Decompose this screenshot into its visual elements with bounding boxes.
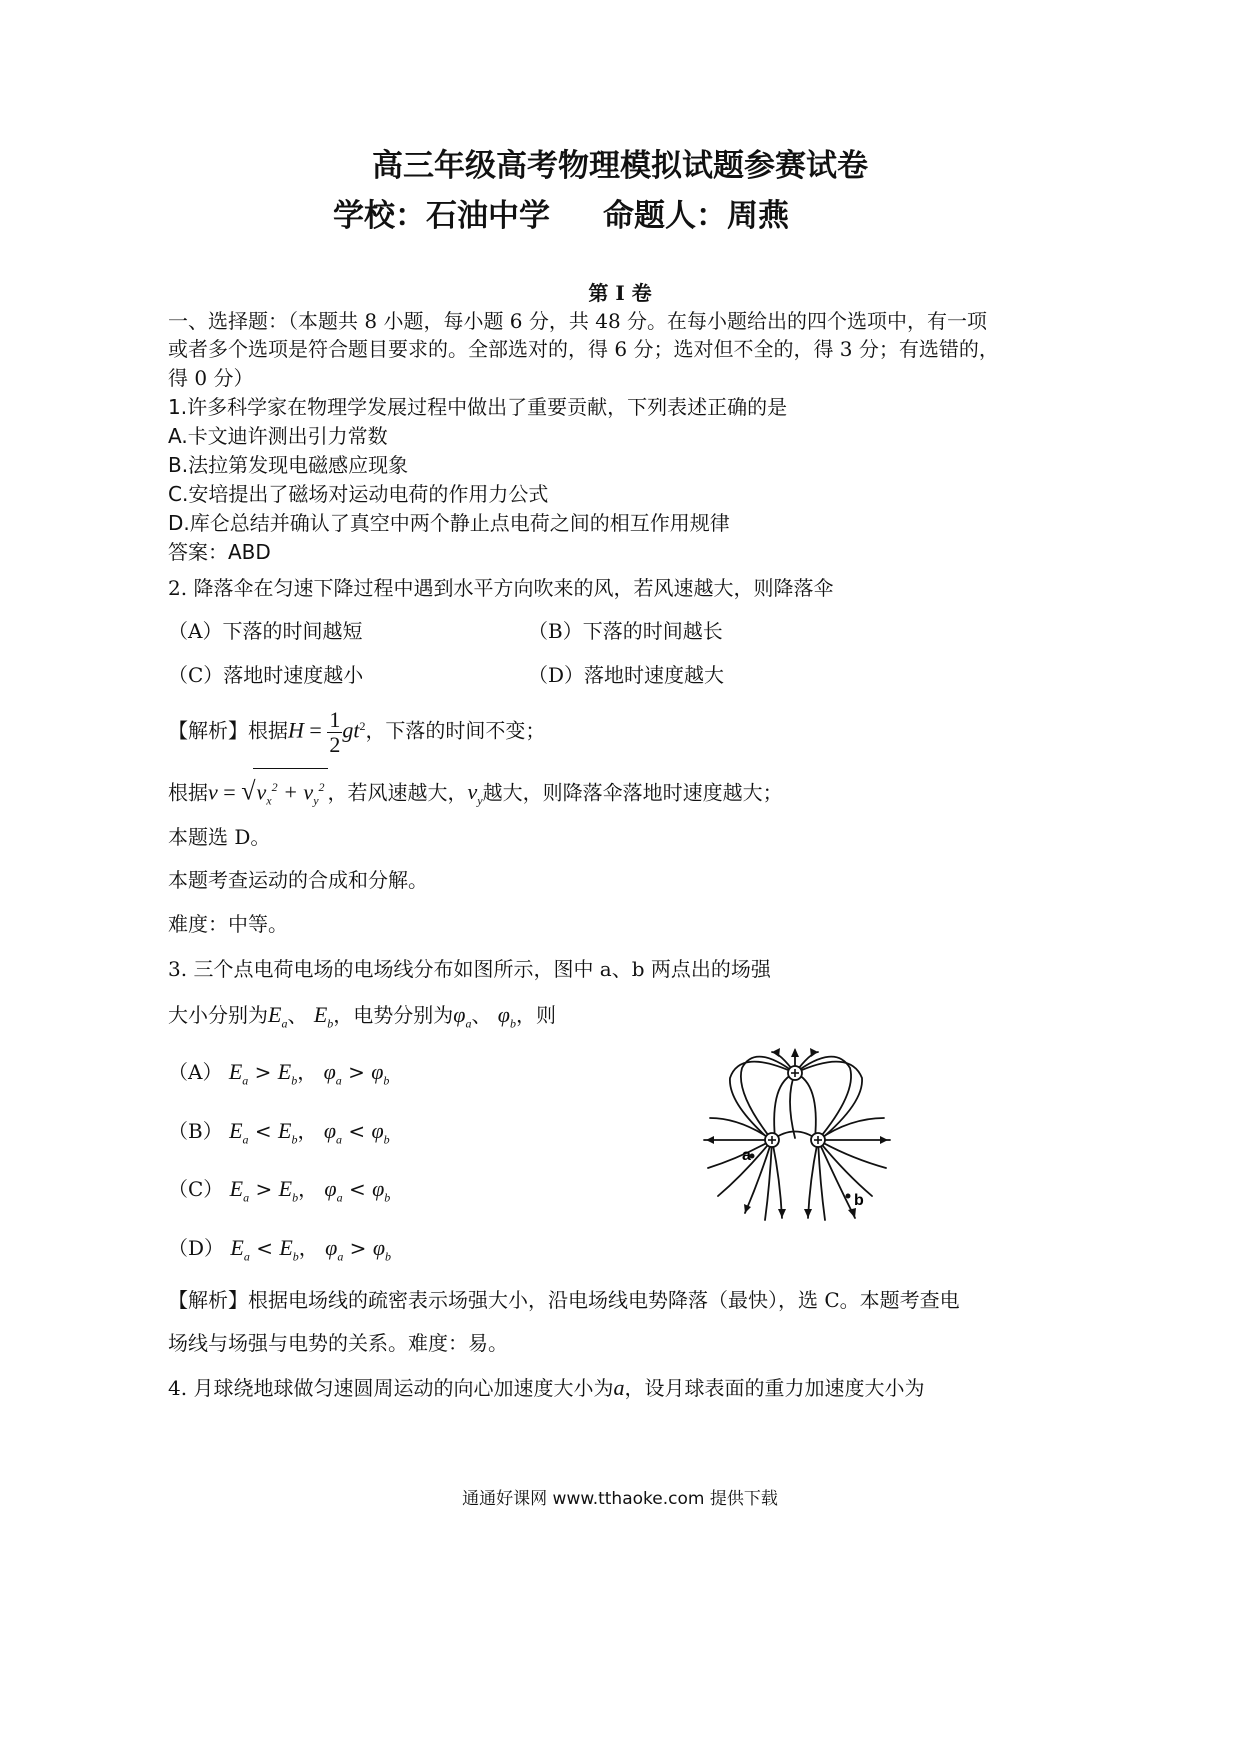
footer-text: 通通好课网 www.tthaoke.com 提供下载 [462,1489,778,1509]
q3-option-d: （D） $E_a < E_b$， $\varphi_a > \varphi_b$ [168,1235,391,1264]
q3-stem-line1: 3. 三个点电荷电场的电场线分布如图所示，图中 a、b 两点出的场强 [168,957,771,981]
instructions-line: 得 0 分） [168,366,254,390]
q2-option-d: （D）落地时速度越大 [528,663,725,687]
school-label: 学校：石油中学 [333,198,550,234]
q3-stem-line2: 大小分别为$E_a$、 $E_b$，电势分别为$\varphi_a$、 $\varphi_b$，则 [168,1002,556,1031]
q1-option: B.法拉第发现电磁感应现象 [168,453,409,477]
q2-option-a: （A）下落的时间越短 [168,619,363,643]
q3-analysis-line2: 场线与场强与电势的关系。难度：易。 [168,1331,508,1355]
instructions-line: 一、选择题：（本题共 8 小题，每小题 6 分，共 48 分。在每小题给出的四个选项中，有一项 [168,309,988,333]
q1-stem: 1.许多科学家在物理学发展过程中做出了重要贡献，下列表述正确的是 [168,395,788,419]
analysis-suffix: ，下落的时间不变； [365,718,546,743]
author-label: 命题人：周燕 [603,198,789,234]
q1-answer: 答案：ABD [168,540,271,564]
stem-text: 4. 月球绕地球做匀速圆周运动的向心加速度大小为 [168,1376,614,1400]
analysis-prefix: 根据 [168,780,208,805]
option-label: （B） [168,1119,223,1143]
q2-option-b: （B）下落的时间越长 [528,619,723,643]
stem-mid: ，电势分别为 [333,1003,454,1027]
point-a-label: a [742,1147,751,1164]
q2-topic-line: 本题考查运动的合成和分解。 [168,868,428,892]
section-title: 第 I 卷 [588,281,652,305]
q2-analysis-line2: 根据$v = √v_x^2 + v_y^2$ ，若风速越大，$v_y$越大，则降落伞落地时速度越大； [168,768,783,819]
electric-field-figure [700,1048,895,1223]
point-b-label: b [854,1192,864,1209]
exam-title: 高三年级高考物理模拟试题参赛试卷 [372,148,868,184]
stem-suffix: ，则 [515,1003,556,1027]
q1-option: A.卡文迪许测出引力常数 [168,424,388,448]
q3-option-a: （A） $E_a > E_b$， $\varphi_a > \varphi_b$ [168,1059,390,1088]
option-label: （C） [168,1177,224,1201]
fraction: $\frac{1}{2}$ [329,706,341,757]
q2-option-c: （C）落地时速度越小 [168,663,364,687]
stem-prefix: 大小分别为 [168,1003,268,1027]
q2-stem: 2. 降落伞在匀速下降过程中遇到水平方向吹来的风，若风速越大，则降落伞 [168,576,834,600]
q2-difficulty-line: 难度：中等。 [168,912,288,936]
q2-analysis-line1: 【解析】根据H = $\frac{1}{2}$ $gt^2$，下落的时间不变； [168,706,546,757]
q3-option-c: （C） $E_a > E_b$， $\varphi_a < \varphi_b$ [168,1176,391,1205]
q3-option-b: （B） $E_a < E_b$， $\varphi_a < \varphi_b$ [168,1118,390,1147]
analysis-mid: ，若风速越大， [327,780,468,805]
analysis-prefix: 【解析】根据 [168,718,288,743]
q1-option: C.安培提出了磁场对运动电荷的作用力公式 [168,482,549,506]
option-label: （D） [168,1236,225,1260]
q4-stem: 4. 月球绕地球做匀速圆周运动的向心加速度大小为a，设月球表面的重力加速度大小为 [168,1375,925,1400]
q1-option: D.库仑总结并确认了真空中两个静止点电荷之间的相互作用规律 [168,511,730,535]
q2-answer-line: 本题选 D。 [168,825,271,849]
instructions-line: 或者多个选项是符合题目要求的。全部选对的，得 6 分；选对但不全的，得 3 分；有选错的， [168,337,999,361]
q3-analysis-line1: 【解析】根据电场线的疏密表示场强大小，沿电场线电势降落（最快），选 C。本题考查电 [168,1288,960,1312]
stem-suffix: ，设月球表面的重力加速度大小为 [624,1376,925,1400]
option-label: （A） [168,1060,223,1084]
analysis-suffix: 越大，则降落伞落地时速度越大； [482,780,783,805]
